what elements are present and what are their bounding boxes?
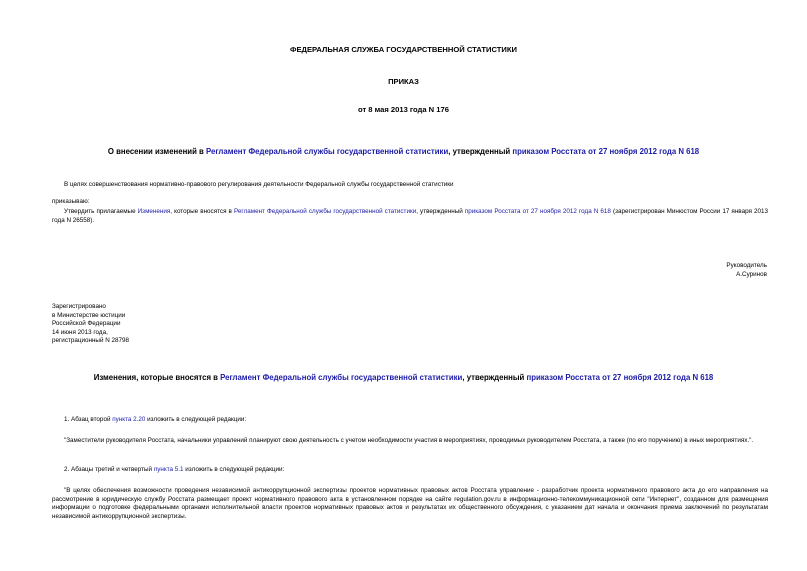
order-618-link[interactable]: приказом Росстата от 27 ноября 2012 года N 618 bbox=[464, 208, 611, 215]
clause-5-1-link[interactable]: пункта 5.1 bbox=[153, 466, 184, 473]
item-1-text-1: 1. Абзац второй bbox=[64, 416, 113, 423]
registration-line: в Министерстве юстиции bbox=[52, 311, 126, 319]
approve-text-4: (зарегистрирован Минюстом России 17 января 2013 года N 26558). bbox=[52, 208, 768, 224]
item-1 bbox=[64, 416, 246, 425]
registration-block bbox=[52, 303, 129, 346]
regulation-link[interactable]: Регламент Федеральной службы государственной статистики bbox=[206, 147, 449, 156]
agency-name: ФЕДЕРАЛЬНАЯ СЛУЖБА ГОСУДАРСТВЕННОЙ СТАТИСТИКИ bbox=[290, 45, 517, 54]
doc-type: ПРИКАЗ bbox=[388, 77, 419, 86]
doc-date: от 8 мая 2013 года N 176 bbox=[358, 105, 449, 114]
quote-1: "Заместители руководителя Росстата, начальники управлений планируют свою деятельность с учетом необходимости участия в мероприятиях, проводимых руководителем Росстата, а также (по его поручению) в иных мероприятиях.". bbox=[64, 437, 754, 444]
order-618-link[interactable]: приказом Росстата от 27 ноября 2012 года N 618 bbox=[526, 373, 714, 382]
changes-title bbox=[0, 374, 807, 383]
approve-text-1: Утвердить прилагаемые bbox=[64, 208, 138, 215]
item-2 bbox=[64, 466, 284, 475]
changes-link[interactable]: Изменения bbox=[137, 208, 171, 215]
changes-title-prefix: Изменения, которые вносятся в bbox=[93, 373, 221, 382]
orders-word: приказываю: bbox=[52, 198, 90, 205]
regulation-link[interactable]: Регламент Федеральной службы государственной статистики bbox=[220, 373, 463, 382]
regulation-link[interactable]: Регламент Федеральной службы государственной статистики bbox=[233, 208, 417, 215]
approve-text-3: , утвержденный bbox=[416, 208, 465, 215]
item-1-text-2: изложить в следующей редакции: bbox=[145, 416, 247, 423]
clause-2-20-link[interactable]: пункта 2.20 bbox=[112, 416, 146, 423]
registration-line: регистрационный N 28798 bbox=[52, 337, 130, 345]
title-prefix: О внесении изменений в bbox=[107, 147, 207, 156]
approve-paragraph bbox=[52, 208, 768, 225]
preamble-text: В целях совершенствования нормативно-правового регулирования деятельности Федеральной службы государственной статистики bbox=[64, 181, 454, 188]
signature-role: Руководитель bbox=[726, 262, 767, 269]
approve-text-2: , которые вносятся в bbox=[170, 208, 234, 215]
changes-title-middle: , утвержденный bbox=[462, 373, 527, 382]
item-2-text-1: 2. Абзацы третий и четвертый bbox=[64, 466, 154, 473]
order-618-link[interactable]: приказом Росстата от 27 ноября 2012 года N 618 bbox=[512, 147, 700, 156]
quote-2: "В целях обеспечения возможности проведения независимой антикоррупционной экспертизы проектов нормативных правовых актов Росстата управление - разработчик проекта нормативного правового акта до его направления на рассмотрение в юридическую службу Росстата размещает проект нормативного правового акта в установленном порядке на сайте regulation.gov.ru в информационно-телекоммуникационной сети "Интернет", созданном для размещения информации о подготовке федеральными органами исполнительной власти проектов нормативных правовых актов и результатах их общественного обсуждения, с указанием дат начала и окончания приема заключений по результатам независимой антикоррупционной экспертизы. bbox=[52, 487, 768, 520]
registration-line: Зарегистрировано bbox=[52, 303, 106, 310]
signature-block bbox=[726, 262, 767, 279]
title-middle: , утвержденный bbox=[448, 147, 513, 156]
item-2-text-2: изложить в следующей редакции: bbox=[183, 466, 285, 473]
registration-line: 14 июня 2013 года, bbox=[52, 328, 108, 336]
document-title bbox=[0, 148, 807, 157]
registration-line: Российской Федерации bbox=[52, 320, 121, 328]
signature-name: А.Суринов bbox=[736, 270, 767, 278]
